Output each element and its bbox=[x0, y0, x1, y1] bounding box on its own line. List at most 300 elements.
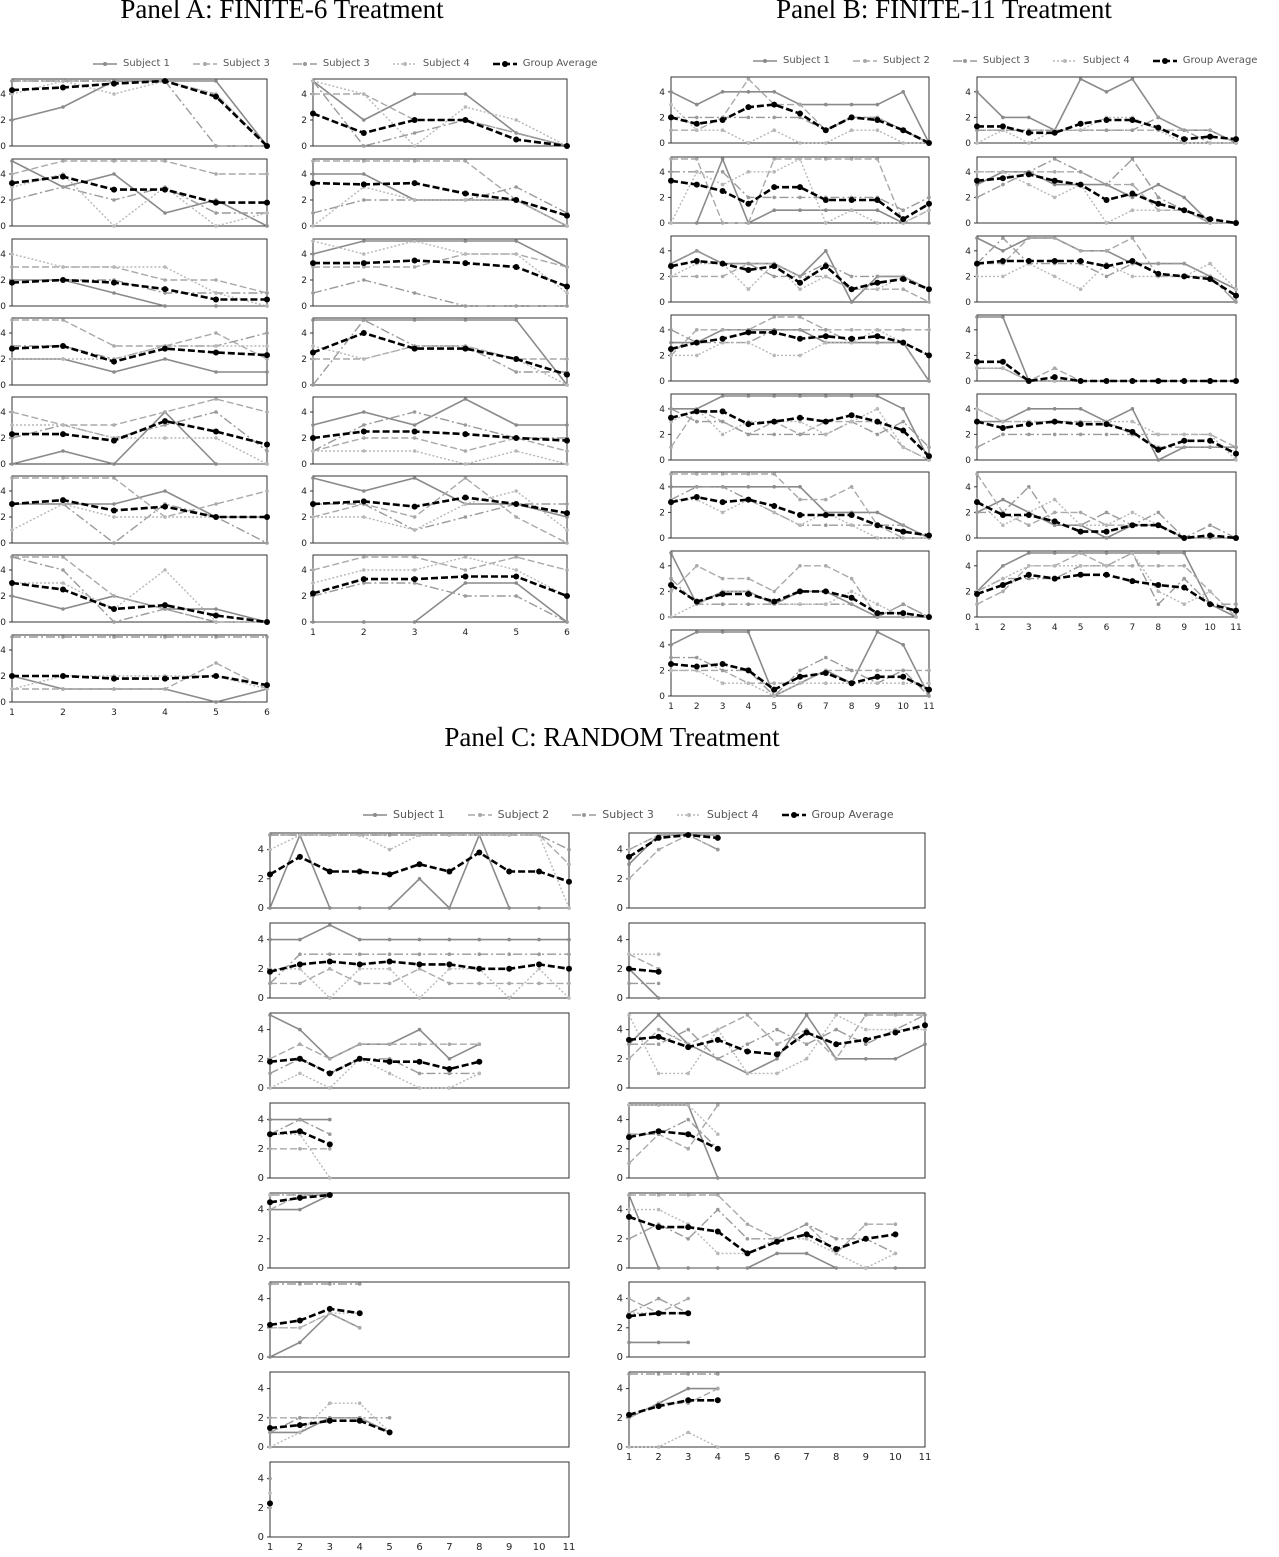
subject-3-point bbox=[265, 291, 269, 295]
group-average-point bbox=[60, 497, 66, 503]
subject-1-point bbox=[311, 318, 315, 322]
group-average-point bbox=[626, 1412, 632, 1418]
legend-swatch-icon bbox=[676, 810, 702, 820]
subject-3-point bbox=[1079, 433, 1083, 437]
subplot-frame bbox=[12, 318, 267, 385]
group-average-point bbox=[668, 415, 674, 421]
group-average-point bbox=[1129, 578, 1135, 584]
legend-item bbox=[952, 55, 1030, 66]
subplot-frame bbox=[12, 476, 267, 543]
subject-1-point bbox=[772, 394, 776, 398]
group-average-point bbox=[1181, 585, 1187, 591]
subject-2-point bbox=[163, 278, 167, 282]
subject-1-point bbox=[1157, 551, 1161, 555]
x-tick-label: 7 bbox=[446, 1542, 453, 1553]
subject-4-point bbox=[772, 128, 776, 132]
group-average-point bbox=[1078, 121, 1084, 127]
y-tick-label: 2 bbox=[616, 1322, 623, 1334]
y-tick-label: 0 bbox=[257, 1173, 264, 1184]
group-average-point bbox=[412, 346, 418, 352]
subject-4-point bbox=[464, 198, 468, 202]
subject-2-point bbox=[669, 157, 673, 161]
y-tick-label: 0 bbox=[257, 1442, 264, 1453]
y-tick-label: 2 bbox=[659, 666, 665, 677]
group-average-point bbox=[849, 512, 855, 518]
y-tick-label: 4 bbox=[616, 1293, 623, 1305]
x-tick-label: 9 bbox=[506, 1542, 513, 1553]
group-average-point bbox=[1155, 201, 1161, 207]
subject-3-point bbox=[834, 1237, 838, 1241]
x-tick-label: 4 bbox=[1051, 623, 1058, 633]
group-average-point bbox=[267, 871, 273, 877]
subject-4-point bbox=[514, 118, 518, 122]
subject-4-point bbox=[627, 1103, 631, 1107]
y-tick-label: 0 bbox=[257, 1263, 264, 1274]
subject-3-point bbox=[927, 379, 931, 383]
subject-1-point bbox=[413, 318, 417, 322]
legend-label: Subject 3 bbox=[982, 55, 1030, 66]
y-tick-label: 0 bbox=[659, 534, 665, 544]
y-tick-label: 4 bbox=[616, 934, 623, 946]
x-tick-label: 3 bbox=[411, 628, 418, 638]
subject-3-point bbox=[362, 423, 366, 427]
subject-1-line bbox=[313, 399, 567, 425]
x-tick-label: 2 bbox=[655, 1452, 662, 1463]
y-tick-label: 0 bbox=[616, 1352, 623, 1363]
group-average-point bbox=[310, 111, 316, 117]
subject-2-point bbox=[864, 1013, 868, 1017]
group-average-point bbox=[1181, 438, 1187, 444]
group-average-line bbox=[12, 81, 267, 146]
subject-4-point bbox=[850, 523, 854, 527]
group-average-point bbox=[9, 501, 15, 507]
subject-1-point bbox=[894, 1266, 898, 1270]
subject-4-point bbox=[669, 103, 673, 107]
subject-3-point bbox=[10, 635, 14, 639]
group-average-point bbox=[264, 297, 270, 303]
group-average-point bbox=[771, 329, 777, 335]
subject-4-point bbox=[514, 568, 518, 572]
subject-4-point bbox=[464, 502, 468, 506]
subject-2-point bbox=[927, 328, 931, 332]
legend-label: Subject 2 bbox=[497, 808, 550, 821]
subject-3-point bbox=[362, 144, 366, 148]
y-tick-label: 2 bbox=[616, 1412, 623, 1424]
group-average-point bbox=[1000, 582, 1006, 588]
subject-1-point bbox=[1027, 407, 1031, 411]
subject-4-point bbox=[864, 1028, 868, 1032]
subject-4-point bbox=[721, 183, 725, 187]
subject-3-point bbox=[901, 602, 905, 606]
y-tick-label: 2 bbox=[965, 272, 971, 283]
y-tick-label: 2 bbox=[965, 508, 971, 519]
subject-1-point bbox=[657, 1013, 661, 1017]
subject-2-point bbox=[163, 159, 167, 163]
subject-2-point bbox=[772, 590, 776, 594]
subject-1-point bbox=[362, 410, 366, 414]
x-tick-label: 5 bbox=[513, 628, 520, 638]
subject-4-point bbox=[448, 1086, 452, 1090]
y-tick-label: 0 bbox=[257, 903, 264, 914]
group-average-point bbox=[361, 260, 367, 266]
group-average-point bbox=[417, 1059, 423, 1065]
subject-4-point bbox=[464, 555, 468, 559]
y-tick-label: 0 bbox=[659, 692, 665, 702]
subject-2-line bbox=[270, 835, 569, 864]
y-tick-label: 2 bbox=[257, 1322, 264, 1334]
subject-2-point bbox=[418, 967, 422, 971]
subject-3-point bbox=[716, 1372, 720, 1376]
subject-4-point bbox=[163, 436, 167, 440]
x-tick-label: 2 bbox=[693, 702, 700, 712]
subject-1-point bbox=[298, 1341, 302, 1345]
subject-4-point bbox=[362, 357, 366, 361]
subject-2-line bbox=[977, 553, 1236, 617]
subject-1-point bbox=[514, 581, 518, 585]
group-average-point bbox=[162, 286, 168, 292]
group-average-line bbox=[313, 432, 567, 441]
group-average-point bbox=[213, 673, 219, 679]
subject-2-point bbox=[265, 489, 269, 493]
subject-4-point bbox=[362, 515, 366, 519]
x-tick-label: 8 bbox=[833, 1452, 840, 1463]
subject-4-point bbox=[1001, 170, 1005, 174]
subject-1-point bbox=[214, 304, 218, 308]
subject-4-line bbox=[629, 1105, 718, 1134]
group-average-point bbox=[626, 1214, 632, 1220]
group-average-line bbox=[12, 676, 267, 685]
y-tick-label: 0 bbox=[965, 456, 971, 466]
subject-1-point bbox=[311, 252, 315, 256]
subject-1-point bbox=[413, 92, 417, 96]
subject-1-point bbox=[627, 1341, 631, 1345]
subject-4-point bbox=[565, 383, 569, 387]
subject-2-point bbox=[850, 157, 854, 161]
panel-a-subplot-6 bbox=[0, 476, 267, 549]
subject-2-point bbox=[507, 982, 511, 986]
panel-b-subplot-7 bbox=[659, 551, 929, 623]
subject-3-point bbox=[1001, 183, 1005, 187]
group-average-line bbox=[12, 500, 267, 517]
subject-1-line bbox=[313, 583, 567, 622]
subject-2-point bbox=[686, 1147, 690, 1151]
group-average-point bbox=[297, 854, 303, 860]
y-tick-label: 2 bbox=[301, 196, 307, 206]
group-average-point bbox=[1052, 130, 1058, 136]
subject-4-point bbox=[565, 462, 569, 466]
subject-4-point bbox=[1182, 602, 1186, 606]
subject-2-point bbox=[268, 1416, 272, 1420]
subject-2-point bbox=[627, 877, 631, 881]
group-average-point bbox=[1104, 263, 1110, 269]
subject-2-point bbox=[772, 157, 776, 161]
subject-2-point bbox=[214, 172, 218, 176]
subject-1-point bbox=[772, 485, 776, 489]
subject-1-point bbox=[413, 620, 417, 624]
subject-1-point bbox=[876, 394, 880, 398]
group-average-point bbox=[513, 264, 519, 270]
subject-4-point bbox=[448, 833, 452, 837]
group-average-point bbox=[213, 200, 219, 206]
y-tick-label: 4 bbox=[301, 566, 307, 576]
y-tick-label: 2 bbox=[257, 1412, 264, 1424]
group-average-point bbox=[357, 1418, 363, 1424]
subject-3-point bbox=[265, 541, 269, 545]
subject-1-line bbox=[12, 81, 267, 146]
subject-1-point bbox=[1053, 551, 1057, 555]
subject-2-point bbox=[478, 982, 482, 986]
group-average-point bbox=[162, 78, 168, 84]
subject-3-point bbox=[298, 1118, 302, 1122]
subject-2-point bbox=[1079, 511, 1083, 515]
y-tick-label: 2 bbox=[616, 1143, 623, 1155]
y-tick-label: 0 bbox=[965, 534, 971, 544]
group-average-point bbox=[926, 687, 932, 693]
group-average-point bbox=[1052, 419, 1058, 425]
legend-swatch-icon bbox=[392, 59, 418, 69]
group-average-point bbox=[361, 130, 367, 136]
subject-4-point bbox=[1001, 523, 1005, 527]
subject-4-point bbox=[298, 1431, 302, 1435]
group-average-point bbox=[361, 181, 367, 187]
subject-2-point bbox=[112, 476, 116, 480]
subject-2-point bbox=[464, 568, 468, 572]
subject-1-point bbox=[657, 1341, 661, 1345]
x-tick-label: 6 bbox=[797, 702, 803, 712]
group-average-point bbox=[926, 453, 932, 459]
subject-1-point bbox=[657, 1266, 661, 1270]
legend-label: Subject 1 bbox=[393, 808, 445, 821]
x-tick-label: 11 bbox=[562, 1542, 576, 1553]
y-tick-label: 0 bbox=[659, 613, 665, 623]
group-average-point bbox=[506, 966, 512, 972]
group-average-point bbox=[1233, 136, 1239, 142]
y-tick-label: 4 bbox=[659, 325, 665, 336]
subject-4-point bbox=[716, 1028, 720, 1032]
panel-b-subplot-8 bbox=[659, 630, 935, 712]
subject-4-point bbox=[1053, 498, 1057, 502]
group-average-point bbox=[874, 280, 880, 286]
x-tick-label: 5 bbox=[1077, 623, 1084, 633]
y-tick-label: 2 bbox=[0, 276, 6, 286]
group-average-point bbox=[849, 197, 855, 203]
subject-2-point bbox=[10, 410, 14, 414]
panel-a-subplot-2 bbox=[0, 159, 267, 232]
group-average-point bbox=[1233, 220, 1239, 226]
group-average-point bbox=[162, 346, 168, 352]
y-tick-label: 2 bbox=[659, 587, 665, 598]
group-average-point bbox=[264, 200, 270, 206]
subject-3-point bbox=[775, 1028, 779, 1032]
subject-1-point bbox=[214, 370, 218, 374]
subject-4-point bbox=[61, 79, 65, 83]
y-tick-label: 4 bbox=[301, 408, 307, 418]
subject-4-point bbox=[1053, 275, 1057, 279]
group-average-point bbox=[797, 184, 803, 190]
y-tick-label: 0 bbox=[965, 139, 971, 149]
subject-4-point bbox=[805, 1057, 809, 1061]
subject-4-point bbox=[975, 275, 979, 279]
subject-3-point bbox=[265, 449, 269, 453]
subject-4-point bbox=[1157, 208, 1161, 212]
group-average-point bbox=[267, 1131, 273, 1137]
group-average-point bbox=[849, 286, 855, 292]
subject-2-point bbox=[388, 982, 392, 986]
subject-3-point bbox=[747, 262, 751, 266]
subject-4-point bbox=[328, 833, 332, 837]
subject-1-point bbox=[10, 159, 14, 163]
y-tick-label: 0 bbox=[301, 142, 307, 152]
legend-swatch-icon bbox=[752, 56, 778, 66]
subject-1-point bbox=[311, 423, 315, 427]
x-tick-label: 9 bbox=[862, 1452, 869, 1463]
group-average-point bbox=[823, 127, 829, 133]
subject-4-point bbox=[721, 681, 725, 685]
panel-c-legend bbox=[362, 808, 916, 821]
subject-4-point bbox=[901, 141, 905, 145]
subject-3-point bbox=[413, 131, 417, 135]
subject-1-point bbox=[1001, 249, 1005, 253]
subject-1-point bbox=[864, 1057, 868, 1061]
subject-3-line bbox=[12, 81, 267, 146]
subject-3-point bbox=[268, 1431, 272, 1435]
group-average-point bbox=[685, 1224, 691, 1230]
panel-b-subplot-2 bbox=[659, 157, 929, 229]
subject-2-point bbox=[214, 502, 218, 506]
group-average-point bbox=[720, 499, 726, 505]
subject-1-point bbox=[805, 1013, 809, 1017]
subject-3-point bbox=[567, 848, 571, 852]
subject-3-point bbox=[927, 445, 931, 449]
group-average-point bbox=[111, 508, 117, 514]
y-tick-label: 0 bbox=[659, 298, 665, 308]
subject-1-point bbox=[265, 370, 269, 374]
subject-2-point bbox=[1182, 564, 1186, 568]
subject-1-point bbox=[112, 370, 116, 374]
group-average-point bbox=[833, 1041, 839, 1047]
subject-2-point bbox=[112, 344, 116, 348]
group-average-point bbox=[1052, 374, 1058, 380]
y-tick-label: 0 bbox=[0, 539, 6, 549]
legend-label: Subject 3 bbox=[322, 58, 370, 69]
group-average-point bbox=[476, 850, 482, 856]
group-average-point bbox=[1000, 258, 1006, 264]
subject-3-point bbox=[772, 116, 776, 120]
group-average-point bbox=[1129, 429, 1135, 435]
y-tick-label: 4 bbox=[257, 844, 264, 856]
group-average-point bbox=[1052, 258, 1058, 264]
x-tick-label: 5 bbox=[744, 1452, 751, 1463]
subject-2-point bbox=[747, 577, 751, 581]
subject-4-point bbox=[657, 1072, 661, 1076]
subject-2-point bbox=[850, 328, 854, 332]
subplot-frame bbox=[629, 1013, 925, 1088]
subject-1-point bbox=[413, 423, 417, 427]
panel-c-subplot-5 bbox=[257, 1193, 569, 1274]
subject-4-point bbox=[514, 252, 518, 256]
subject-2-point bbox=[721, 577, 725, 581]
subject-4-point bbox=[214, 620, 218, 624]
subject-4-point bbox=[721, 433, 725, 437]
group-average-point bbox=[745, 329, 751, 335]
y-tick-label: 4 bbox=[0, 487, 6, 497]
subject-4-point bbox=[1079, 564, 1083, 568]
subject-4-line bbox=[629, 1432, 718, 1447]
subject-2-point bbox=[448, 982, 452, 986]
subject-4-point bbox=[478, 1072, 482, 1076]
subject-1-point bbox=[1001, 116, 1005, 120]
y-tick-label: 0 bbox=[0, 302, 6, 312]
subject-1-line bbox=[270, 925, 569, 940]
subject-1-line bbox=[671, 396, 929, 460]
group-average-point bbox=[774, 1239, 780, 1245]
subject-4-point bbox=[747, 341, 751, 345]
legend-item bbox=[852, 55, 930, 66]
subject-4-point bbox=[824, 602, 828, 606]
subject-3-point bbox=[798, 196, 802, 200]
y-tick-label: 4 bbox=[0, 566, 6, 576]
group-average-point bbox=[564, 510, 570, 516]
subject-2-point bbox=[824, 564, 828, 568]
subplot-frame bbox=[977, 77, 1236, 143]
subject-2-point bbox=[1079, 249, 1083, 253]
group-average-point bbox=[462, 574, 468, 580]
subject-2-point bbox=[901, 287, 905, 291]
subject-2-point bbox=[772, 681, 776, 685]
subplot-frame bbox=[977, 472, 1236, 538]
group-average-point bbox=[668, 178, 674, 184]
subject-3-point bbox=[10, 198, 14, 202]
y-tick-label: 2 bbox=[965, 193, 971, 204]
subplot-frame bbox=[270, 1282, 569, 1357]
panel-b-subplot-13 bbox=[965, 394, 1236, 466]
x-tick-label: 3 bbox=[719, 702, 726, 712]
group-average-point bbox=[626, 1313, 632, 1319]
subject-1-point bbox=[772, 208, 776, 212]
subject-4-point bbox=[805, 1237, 809, 1241]
subject-4-point bbox=[514, 489, 518, 493]
subject-2-point bbox=[10, 476, 14, 480]
group-average-point bbox=[476, 1059, 482, 1065]
x-tick-label: 11 bbox=[923, 702, 935, 712]
subject-4-line bbox=[313, 187, 567, 226]
subject-4-point bbox=[388, 967, 392, 971]
group-average-point bbox=[267, 1059, 273, 1065]
group-average-point bbox=[513, 197, 519, 203]
subject-1-line bbox=[12, 359, 267, 372]
subject-2-point bbox=[798, 564, 802, 568]
subject-1-point bbox=[1001, 564, 1005, 568]
subject-4-point bbox=[824, 221, 828, 225]
subject-2-point bbox=[695, 328, 699, 332]
group-average-point bbox=[361, 330, 367, 336]
group-average-point bbox=[1207, 216, 1213, 222]
legend-item bbox=[676, 808, 759, 821]
subplot-frame bbox=[629, 1372, 925, 1447]
panel-b-subplot-14 bbox=[965, 472, 1236, 544]
group-average-point bbox=[513, 574, 519, 580]
legend-swatch-icon bbox=[852, 56, 878, 66]
y-tick-label: 2 bbox=[0, 355, 6, 365]
group-average-point bbox=[111, 676, 117, 682]
subject-3-point bbox=[798, 328, 802, 332]
subject-4-point bbox=[901, 536, 905, 540]
subject-3-point bbox=[798, 433, 802, 437]
group-average-point bbox=[327, 1070, 333, 1076]
subject-4-point bbox=[798, 602, 802, 606]
subject-1-point bbox=[265, 224, 269, 228]
panel-c-subplot-15 bbox=[616, 1372, 932, 1463]
